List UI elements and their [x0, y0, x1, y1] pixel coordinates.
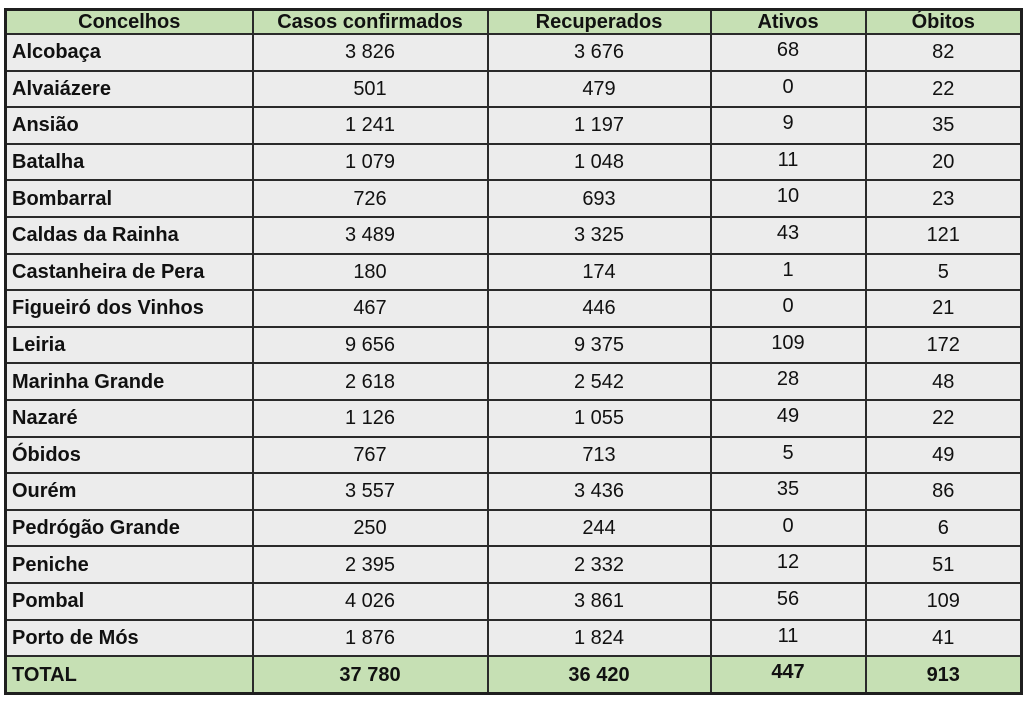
table-row — [6, 437, 1022, 474]
value-cell: 12 — [711, 546, 866, 583]
value-cell: 49 — [711, 400, 866, 437]
value-cell: 35 — [711, 473, 866, 510]
table-row — [6, 363, 1022, 400]
concelho-name: Caldas da Rainha — [6, 217, 253, 254]
table-row — [6, 290, 1022, 327]
table-row — [6, 71, 1022, 108]
value-cell: 21 — [866, 290, 1022, 327]
value-cell: 174 — [488, 254, 711, 291]
value-cell: 3 826 — [253, 34, 488, 71]
concelho-name: Pombal — [6, 583, 253, 620]
value-cell: 49 — [866, 437, 1022, 474]
value-cell: 2 542 — [488, 363, 711, 400]
covid-municipality-table — [4, 8, 1023, 695]
value-cell: 180 — [253, 254, 488, 291]
column-header-2: Recuperados — [488, 10, 711, 35]
concelho-name: Alvaiázere — [6, 71, 253, 108]
table-row — [6, 34, 1022, 71]
value-cell: 3 676 — [488, 34, 711, 71]
value-cell: 11 — [711, 620, 866, 657]
value-cell: 9 656 — [253, 327, 488, 364]
value-cell: 467 — [253, 290, 488, 327]
value-cell: 1 824 — [488, 620, 711, 657]
value-cell: 68 — [711, 34, 866, 71]
concelho-name: Batalha — [6, 144, 253, 181]
value-cell: 56 — [711, 583, 866, 620]
value-cell: 20 — [866, 144, 1022, 181]
concelho-name: Nazaré — [6, 400, 253, 437]
value-cell: 1 876 — [253, 620, 488, 657]
total-label: TOTAL — [6, 656, 253, 693]
table-body — [6, 34, 1022, 694]
value-cell: 713 — [488, 437, 711, 474]
value-cell: 35 — [866, 107, 1022, 144]
concelho-name: Figueiró dos Vinhos — [6, 290, 253, 327]
total-row — [6, 656, 1022, 693]
concelho-name: Pedrógão Grande — [6, 510, 253, 547]
concelho-name: Bombarral — [6, 180, 253, 217]
value-cell: 0 — [711, 290, 866, 327]
value-cell: 726 — [253, 180, 488, 217]
value-cell: 82 — [866, 34, 1022, 71]
total-value-cell: 36 420 — [488, 656, 711, 693]
header-row — [6, 10, 1022, 35]
value-cell: 0 — [711, 510, 866, 547]
value-cell: 2 395 — [253, 546, 488, 583]
table-row — [6, 510, 1022, 547]
table-header — [6, 10, 1022, 35]
value-cell: 1 048 — [488, 144, 711, 181]
value-cell: 43 — [711, 217, 866, 254]
concelho-name: Peniche — [6, 546, 253, 583]
total-value-cell: 913 — [866, 656, 1022, 693]
value-cell: 86 — [866, 473, 1022, 510]
concelho-name: Marinha Grande — [6, 363, 253, 400]
value-cell: 41 — [866, 620, 1022, 657]
value-cell: 22 — [866, 400, 1022, 437]
value-cell: 172 — [866, 327, 1022, 364]
column-header-3: Ativos — [711, 10, 866, 35]
value-cell: 446 — [488, 290, 711, 327]
value-cell: 3 436 — [488, 473, 711, 510]
value-cell: 479 — [488, 71, 711, 108]
value-cell: 23 — [866, 180, 1022, 217]
concelho-name: Óbidos — [6, 437, 253, 474]
value-cell: 109 — [866, 583, 1022, 620]
value-cell: 250 — [253, 510, 488, 547]
value-cell: 48 — [866, 363, 1022, 400]
value-cell: 2 618 — [253, 363, 488, 400]
table-row — [6, 473, 1022, 510]
value-cell: 244 — [488, 510, 711, 547]
total-value-cell: 37 780 — [253, 656, 488, 693]
table-row — [6, 327, 1022, 364]
value-cell: 767 — [253, 437, 488, 474]
table-row — [6, 180, 1022, 217]
value-cell: 109 — [711, 327, 866, 364]
value-cell: 4 026 — [253, 583, 488, 620]
value-cell: 9 — [711, 107, 866, 144]
table-row — [6, 400, 1022, 437]
value-cell: 22 — [866, 71, 1022, 108]
value-cell: 10 — [711, 180, 866, 217]
concelho-name: Ourém — [6, 473, 253, 510]
value-cell: 693 — [488, 180, 711, 217]
concelho-name: Porto de Mós — [6, 620, 253, 657]
value-cell: 121 — [866, 217, 1022, 254]
table-row — [6, 254, 1022, 291]
column-header-0: Concelhos — [6, 10, 253, 35]
value-cell: 1 241 — [253, 107, 488, 144]
value-cell: 9 375 — [488, 327, 711, 364]
value-cell: 28 — [711, 363, 866, 400]
value-cell: 51 — [866, 546, 1022, 583]
value-cell: 1 197 — [488, 107, 711, 144]
table-row — [6, 583, 1022, 620]
value-cell: 1 079 — [253, 144, 488, 181]
table-row — [6, 546, 1022, 583]
concelho-name: Castanheira de Pera — [6, 254, 253, 291]
value-cell: 11 — [711, 144, 866, 181]
value-cell: 5 — [711, 437, 866, 474]
value-cell: 2 332 — [488, 546, 711, 583]
value-cell: 1 — [711, 254, 866, 291]
concelho-name: Ansião — [6, 107, 253, 144]
concelho-name: Alcobaça — [6, 34, 253, 71]
value-cell: 0 — [711, 71, 866, 108]
table-row — [6, 144, 1022, 181]
concelho-name: Leiria — [6, 327, 253, 364]
value-cell: 1 126 — [253, 400, 488, 437]
table-row — [6, 217, 1022, 254]
column-header-1: Casos confirmados — [253, 10, 488, 35]
value-cell: 3 861 — [488, 583, 711, 620]
value-cell: 3 489 — [253, 217, 488, 254]
value-cell: 6 — [866, 510, 1022, 547]
value-cell: 3 325 — [488, 217, 711, 254]
table-row — [6, 620, 1022, 657]
value-cell: 501 — [253, 71, 488, 108]
value-cell: 1 055 — [488, 400, 711, 437]
value-cell: 3 557 — [253, 473, 488, 510]
column-header-4: Óbitos — [866, 10, 1022, 35]
value-cell: 5 — [866, 254, 1022, 291]
table-row — [6, 107, 1022, 144]
total-value-cell: 447 — [711, 656, 866, 693]
